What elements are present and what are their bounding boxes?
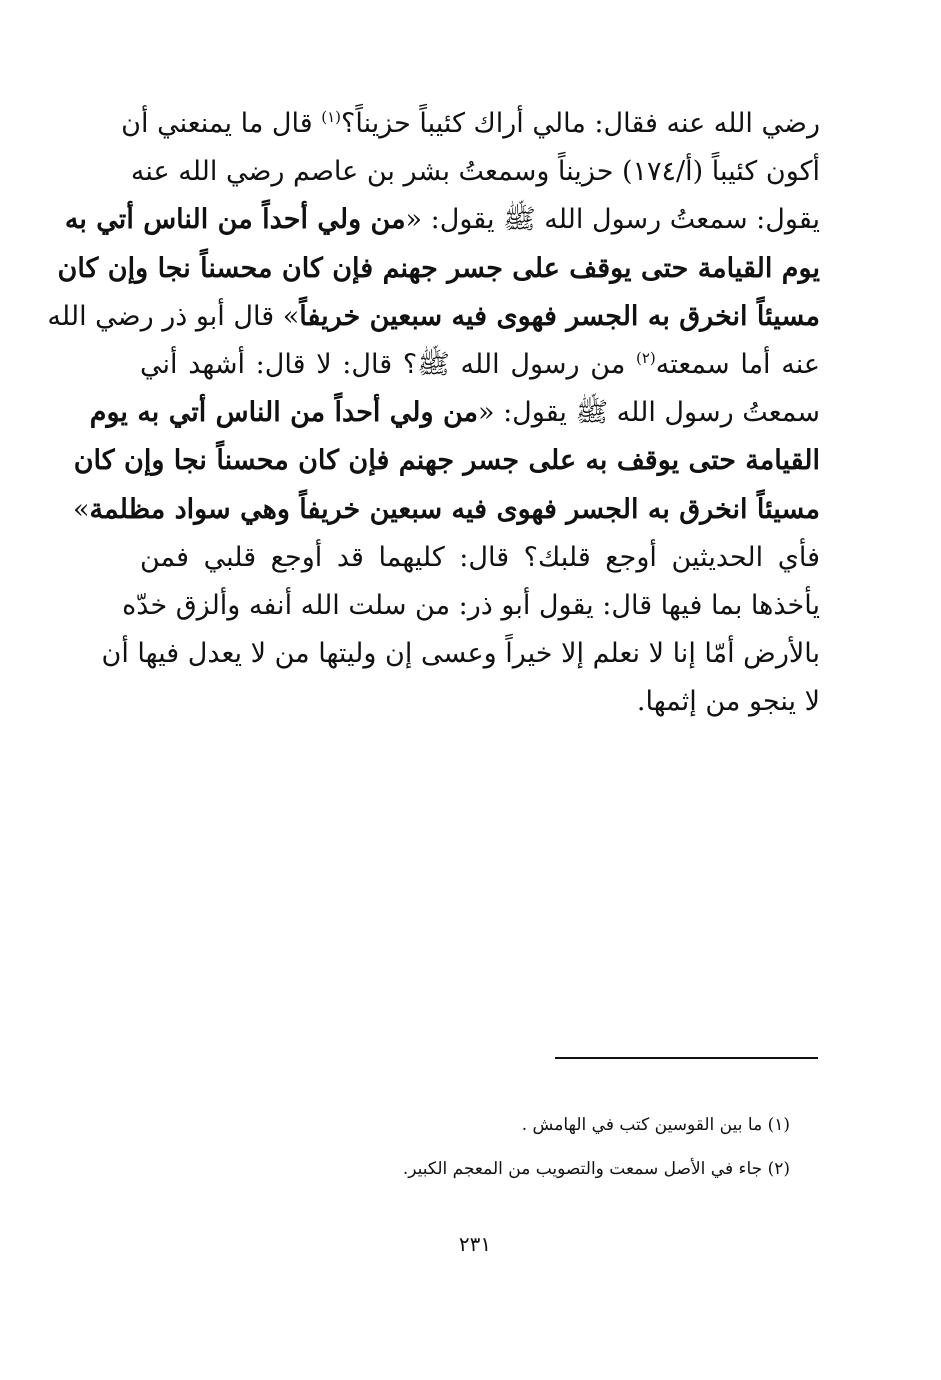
narration-text: يقول: سمعتُ رسول الله ﷺ يقول: « — [405, 204, 820, 236]
hadith-text: من ولي أحداً من الناس أتي به يوم — [89, 397, 478, 429]
footnote-1: (١) ما بين القوسين كتب في الهامش . — [521, 1115, 790, 1135]
hadith-text: مسيئاً انخرق به الجسر فهوى فيه سبعين خريفاً — [299, 300, 820, 332]
hadith-text: من ولي أحداً من الناس أتي به — [64, 204, 406, 236]
footnotes — [140, 1115, 790, 1203]
narration-text: رضي الله عنه فقال: مالي أراك كئيباً حزيناً؟ — [341, 108, 820, 139]
text-line — [89, 389, 820, 437]
hadith-text: مسيئاً انخرق به الجسر فهوى فيه سبعين خريفاً وهي سواد مظلمة — [89, 493, 820, 525]
footnote-ref: (٢) — [636, 348, 656, 367]
text-line — [73, 437, 820, 485]
narration-text: » — [73, 493, 90, 525]
hadith-text: يوم القيامة حتى يوقف على جسر جهنم فإن كان محسناً نجا وإن كان — [57, 252, 820, 284]
text-line — [140, 678, 820, 726]
text-line — [47, 293, 820, 341]
text-line — [121, 100, 820, 148]
narration-text: فأي الحديثين أوجع قلبك؟ قال: كليهما قد أوجع قلبي فمن — [140, 541, 820, 573]
hadith-text: القيامة حتى يوقف به على جسر جهنم فإن كان محسناً نجا وإن كان — [73, 445, 820, 477]
text-line — [140, 534, 820, 582]
narration-text: من رسول الله ﷺ؟ قال: لا قال: أشهد أني — [140, 348, 636, 380]
text-line — [122, 582, 820, 630]
narration-text: يأخذها بما فيها قال: يقول أبو ذر: من سلت الله أنفه وألزق خدّه — [122, 589, 820, 621]
footnote-ref: (١) — [321, 108, 342, 126]
footnote-separator — [555, 1057, 818, 1059]
text-line — [140, 341, 820, 389]
narration-text: قال ما يمنعني أن — [121, 108, 322, 139]
text-line — [101, 630, 820, 678]
narration-text: بالأرض أمّا إنا لا نعلم إلا خيراً وعسى إن وليتها من لا يعدل فيها أن — [101, 638, 820, 670]
narration-text: » قال أبو ذر رضي الله — [47, 300, 300, 332]
narration-text: أكون كئيباً (أ/١٧٤) حزيناً وسمعتُ بشر بن عاصم رضي الله عنه — [130, 156, 820, 188]
main-text — [47, 100, 820, 726]
text-line — [130, 148, 820, 196]
text-line — [73, 486, 820, 534]
page-number: ٢٣١ — [458, 1232, 492, 1256]
footnote-2: (٢) جاء في الأصل سمعت والتصويب من المعجم الكبير. — [402, 1159, 790, 1179]
narration-text: لا ينجو من إثمها. — [636, 686, 820, 718]
text-line — [57, 245, 820, 293]
narration-text: عنه أما سمعته — [655, 348, 820, 380]
narration-text: سمعتُ رسول الله ﷺ يقول: « — [477, 397, 820, 429]
text-line — [64, 196, 820, 244]
